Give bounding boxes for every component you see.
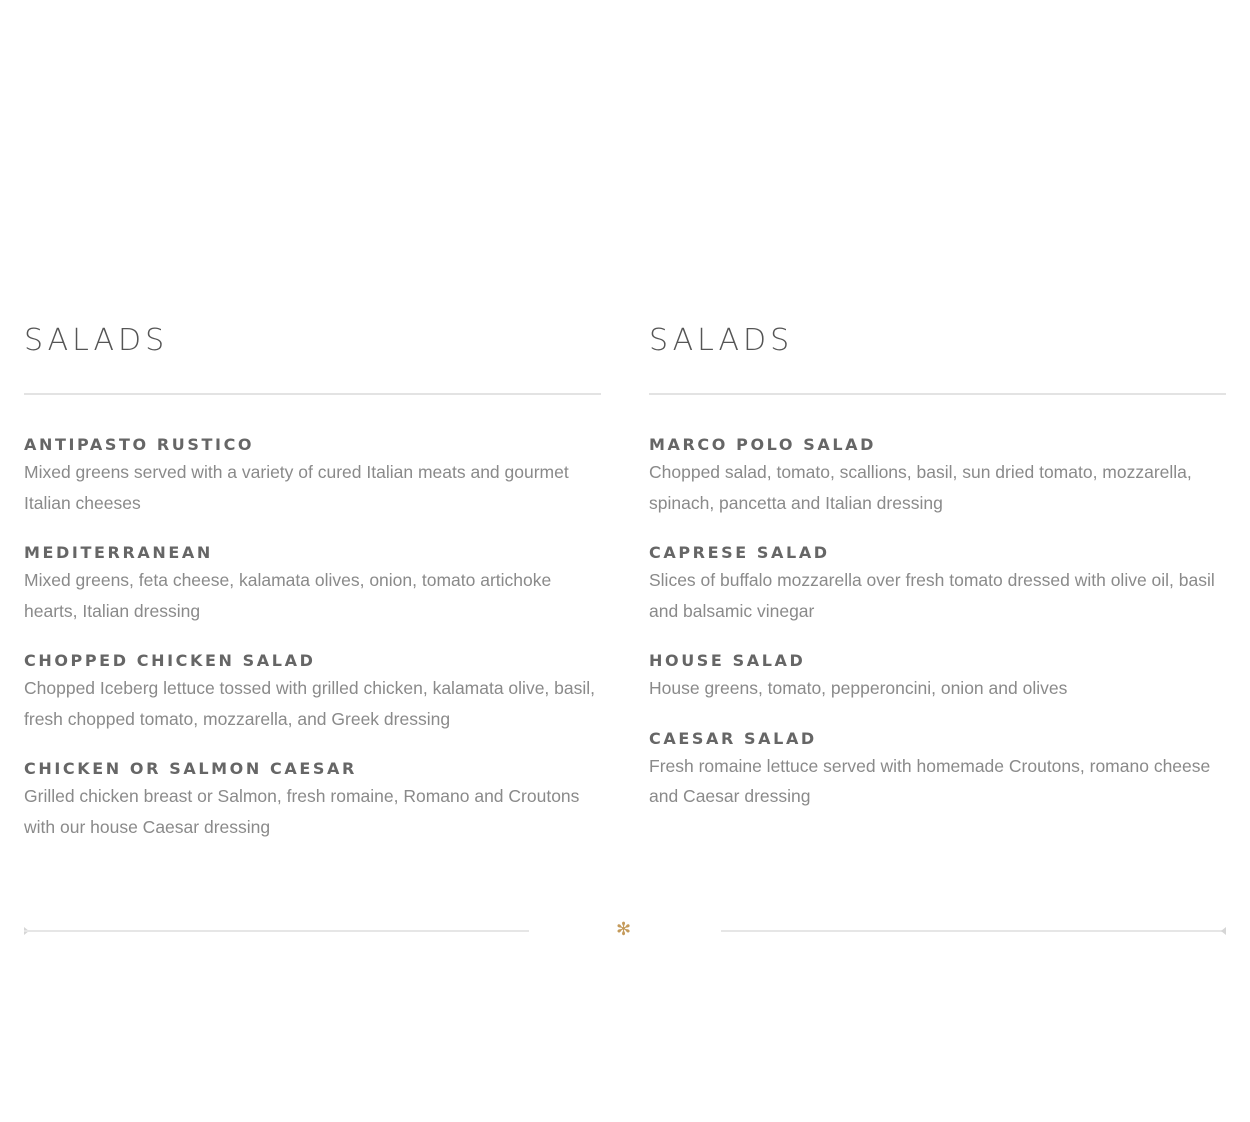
menu-item-description: House greens, tomato, pepperoncini, onion and olives: [649, 678, 1068, 698]
asterisk-flourish-icon: ✻: [616, 919, 632, 940]
menu-item-description: Chopped salad, tomato, scallions, basil, sun dried tomato, mozzarella, spinach, pancetta and Italian dressing: [649, 462, 1192, 513]
menu-item: [649, 542, 1226, 626]
menu-item: [649, 650, 1226, 704]
menu-item: [649, 728, 1226, 812]
menu-item-name: CAPRESE SALAD: [649, 543, 830, 562]
salads-column-right: [649, 318, 1226, 866]
menu-item-name: HOUSE SALAD: [649, 651, 806, 670]
footer-ornamental-divider: [24, 919, 1226, 940]
section-title: SALADS: [24, 323, 169, 358]
menu-item-name: CAESAR SALAD: [649, 728, 817, 748]
menu-content: [24, 318, 1226, 866]
menu-item: [24, 758, 601, 842]
section-title: SALADS: [649, 323, 794, 358]
menu-item: [24, 542, 601, 626]
menu-item-name: CHICKEN OR SALMON CAESAR: [24, 759, 357, 778]
menu-item-description: Mixed greens served with a variety of cured Italian meats and gourmet Italian cheeses: [24, 462, 569, 513]
menu-item-name: MEDITERRANEAN: [24, 543, 213, 562]
menu-item-description: Grilled chicken breast or Salmon, fresh romaine, Romano and Croutons with our house Caesar dressing: [24, 786, 580, 837]
menu-item-list: [649, 434, 1226, 812]
menu-item-description: Fresh romaine lettuce served with homemade Croutons, romano cheese and Caesar dressing: [649, 755, 1211, 806]
divider-right-arrow-icon: [1221, 927, 1226, 935]
menu-item: [24, 650, 601, 734]
menu-item: [24, 434, 601, 518]
menu-item-name: MARCO POLO SALAD: [649, 435, 877, 454]
menu-item-description: Chopped Iceberg lettuce tossed with grilled chicken, kalamata olive, basil, fresh chopped tomato, mozzarella, and Greek dressing: [24, 678, 596, 729]
menu-item: [649, 434, 1226, 518]
divider-line-right: [721, 930, 1226, 932]
menu-item-description: Mixed greens, feta cheese, kalamata olives, onion, tomato artichoke hearts, Italian dressing: [24, 570, 552, 621]
menu-item-name: ANTIPASTO RUSTICO: [24, 435, 255, 454]
menu-item-list: [24, 434, 601, 842]
menu-item-description: Slices of buffalo mozzarella over fresh tomato dressed with olive oil, basil and balsamic vinegar: [649, 570, 1215, 621]
menu-item-name: CHOPPED CHICKEN SALAD: [24, 651, 316, 670]
section-divider: [24, 393, 601, 395]
divider-line-left: [24, 930, 529, 932]
section-divider: [649, 393, 1226, 395]
salads-column-left: [24, 318, 601, 866]
